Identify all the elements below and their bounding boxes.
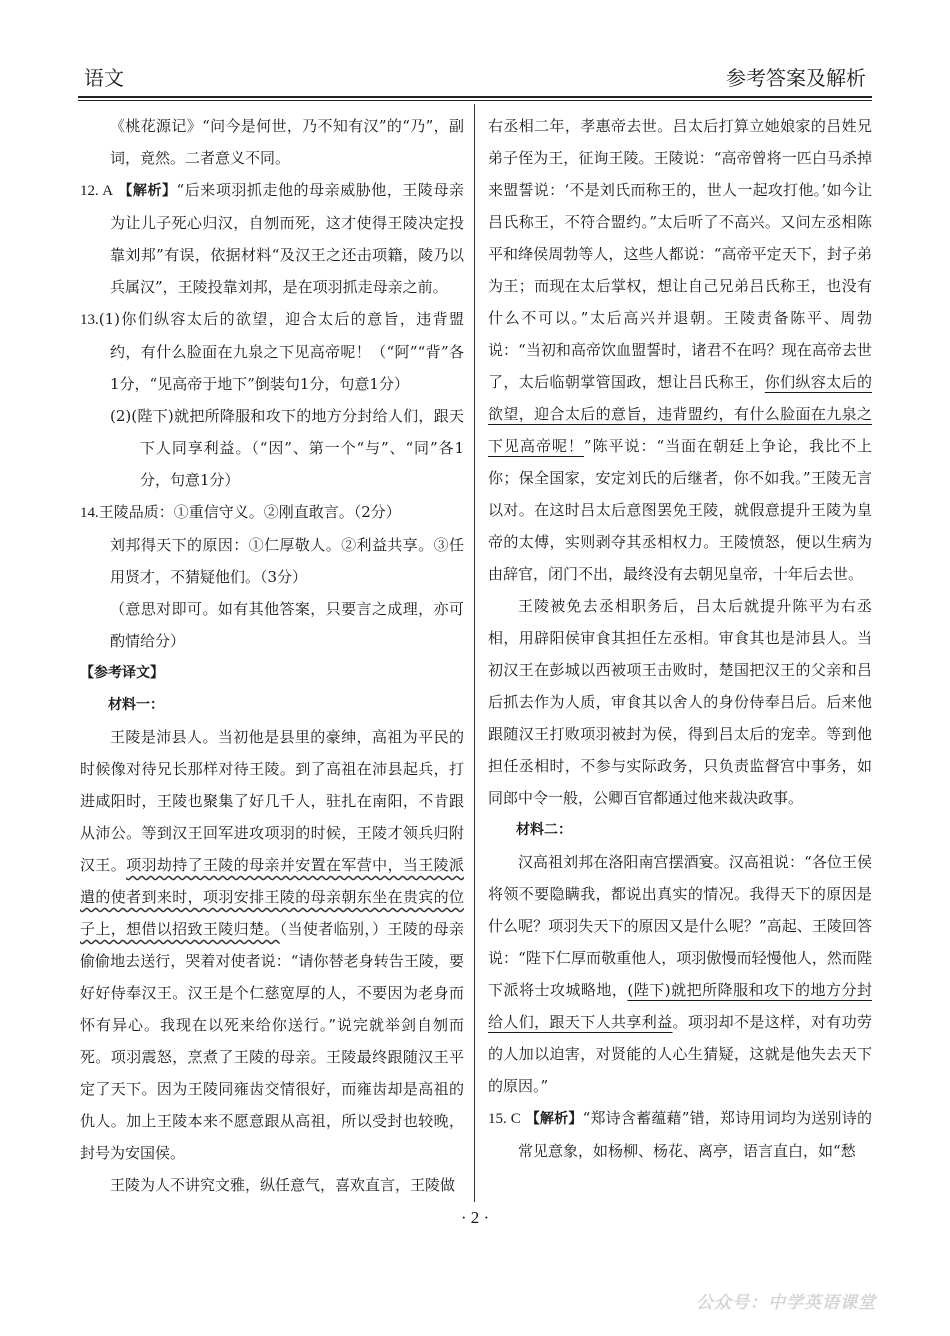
q14-answer-note: （意思对即可。如有其他答案，只要言之成理，亦可酌情给分） xyxy=(110,600,464,650)
paragraph-4-text-a: 汉高祖刘邦在洛阳南宫摆酒宴。汉高祖说：“各位王侯将领不要隐瞒我，都说出真实的情况。我得天下的原因是什么呢？项羽失天下的原因又是什么呢？”高起、王陵回答说：“陛下仁厚而敬重他人，项羽傲慢而轻慢他人，然而陛下派将士攻城略地， xyxy=(488,853,872,999)
subject-label: 语文 xyxy=(84,66,124,90)
translation-paragraph-2-start: 王陵为人不讲究文雅，纵任意气，喜欢直言，王陵做 xyxy=(110,1176,456,1194)
paragraph-1-text-b: （当使者临别，）王陵的母亲偷偷地去送行，哭着对使者说：“请你替老身转告王陵，要好好侍奉汉王。汉王是个仁慈宽厚的人，不要因为老身而怀有异心。我现在以死来给你送行。”说完就举剑自刎而死。项羽震怒，烹煮了王陵的母亲。王陵最终跟随汉王平定了天下。因为王陵同雍齿交情很好，而雍齿却是高祖的仇人。加上王陵本来不愿意跟从高祖，所以受封也较晚，封号为安国侯。 xyxy=(80,920,464,1162)
left-column xyxy=(80,110,464,1201)
q15-analysis-tag: 【解析】 xyxy=(525,1111,583,1127)
translation-paragraph-4 xyxy=(488,846,872,1102)
translation-paragraph-3: 王陵被免去丞相职务后，吕太后就提升陈平为右丞相，用辟阳侯审食其担任左丞相。审食其也是沛县人。当初汉王在彭城以西被项王击败时，楚国把汉王的父亲和吕后抓去作为人质，审食其以舍人的身份侍奉吕后。后来他跟随汉王打败项羽被封为侯，得到吕太后的宠幸。等到他担任丞相时，不参与实际政务，只负责监督宫中事务，如同郎中令一般，公卿百官都通过他来裁决政事。 xyxy=(488,597,872,807)
translation-paragraph-2-cont xyxy=(488,110,872,590)
q13-answer-part1 xyxy=(80,303,464,400)
q12-number: 12. A xyxy=(80,183,114,199)
q13-number: 13. xyxy=(80,312,99,328)
q12-text: “后来项羽抓走他的母亲威胁他，王陵母亲为让儿子死心归汉，自刎而死，这才使得王陵决定投靠刘邦”有误，依据材料“及汉王之还击项籍，陵乃以兵属汉”，王陵投靠刘邦，是在项羽抓走母亲之前。 xyxy=(110,181,464,296)
wavy-underlined-sentence: 项羽劫持了王陵的母亲并安置在军营中，当王陵派遣的使者到来时，项羽安排王陵的母亲朝东坐在贵宾的位子上，想借以招致王陵归楚。 xyxy=(80,856,464,938)
page-number: · 2 · xyxy=(460,1208,490,1227)
translation-paragraph-1 xyxy=(80,721,464,1169)
watermark: 公众号：中学英语课堂 xyxy=(696,1293,876,1313)
reference-translation-title: 【参考译文】 xyxy=(80,665,164,681)
underlined-sentence-1: 你们纵容太后的欲望，迎合太后的意旨，违背盟约，有什么脸面在九泉之下见高帝呢！ xyxy=(488,373,872,455)
column-divider xyxy=(474,104,475,1202)
material-one-title: 材料一： xyxy=(108,697,164,713)
q11-continuation: 《桃花源记》“问今是何世，乃不知有汉”的“乃”，副词，竟然。二者意义不同。 xyxy=(110,117,464,167)
section-title: 参考答案及解析 xyxy=(726,66,866,90)
page-header xyxy=(78,60,872,94)
q12-analysis-tag: 【解析】 xyxy=(118,183,177,199)
paragraph-2-text-c: ”陈平说：“当面在朝廷上争论，我比不上你；保全国家，安定刘氏的后继者，你不如我。”王陵无言以对。在这时吕太后意图罢免王陵，就假意提升王陵为皇帝的太傅，实则剥夺其丞相权力。王陵愤怒，便以生病为由辞官，闭门不出，最终没有去朝见皇帝，十年后去世。 xyxy=(488,437,872,583)
right-column xyxy=(488,110,872,1167)
q14-part1-text: 王陵品质：①重信守义。②刚直敢言。（2分） xyxy=(98,503,401,521)
material-two-title: 材料二： xyxy=(516,822,572,838)
q12-answer xyxy=(80,174,464,303)
header-rule-thin xyxy=(78,100,872,101)
header-rule-thick xyxy=(78,96,872,98)
q14-answer-part2: 刘邦得天下的原因：①仁厚敬人。②利益共享。③任用贤才，不猜疑他们。（3分） xyxy=(110,536,464,586)
paragraph-4-text-b: 。项羽却不是这样，对有功劳的人加以迫害，对贤能的人心生猜疑，这就是他失去天下的原因。” xyxy=(488,1013,872,1095)
q14-answer-part1 xyxy=(80,496,464,529)
q13-answer-part2: (2)(陛下)就把所降服和攻下的地方分封给人们，跟天下人同享利益。（“因”、第一个“与”、“同”各1分，句意1分） xyxy=(110,407,464,489)
q14-number: 14. xyxy=(80,505,99,521)
q15-number: 15. C xyxy=(488,1111,521,1127)
paragraph-2-text-b: 右丞相二年，孝惠帝去世。吕太后打算立她娘家的吕姓兄弟子侄为王，征询王陵。王陵说：“高帝曾将一匹白马杀掉来盟誓说：‘不是刘氏而称王的，世人一起攻打他。’如今让吕氏称王，不符合盟约。”太后听了不高兴。又问左丞相陈平和绛侯周勃等人，这些人都说：“高帝平定天下，封子弟为王；而现在太后掌权，想让自己兄弟吕氏称王，也没有什么不可以。”太后高兴并退朝。王陵责备陈平、周勃说：“当初和高帝饮血盟誓时，诸君不在吗？现在高帝去世了，太后临朝掌管国政，想让吕氏称王， xyxy=(488,117,872,391)
q13-part1-text: (1)你们纵容太后的欲望，迎合太后的意旨，违背盟约，有什么脸面在九泉之下见高帝呢！（“阿”“背”各1分，“见高帝于地下”倒装句1分，句意1分） xyxy=(98,310,464,393)
underlined-sentence-2: (陛下)就把所降服和攻下的地方分封给人们，跟天下人共享利益 xyxy=(488,981,872,1031)
paragraph-1-text-a: 王陵是沛县人。当初他是县里的豪绅，高祖为平民的时候像对待兄长那样对待王陵。到了高祖在沛县起兵，打进咸阳时，王陵也聚集了好几千人，驻扎在南阳，不肯跟从沛公。等到汉王回军进攻项羽的时候，王陵才领兵归附汉王。 xyxy=(80,728,464,874)
q15-answer xyxy=(488,1102,872,1167)
q15-text: “郑诗含蓄蕴藉”错，郑诗用词均为送别诗的常见意象，如杨柳、杨花、离亭，语言直白，如“愁 xyxy=(518,1109,872,1160)
